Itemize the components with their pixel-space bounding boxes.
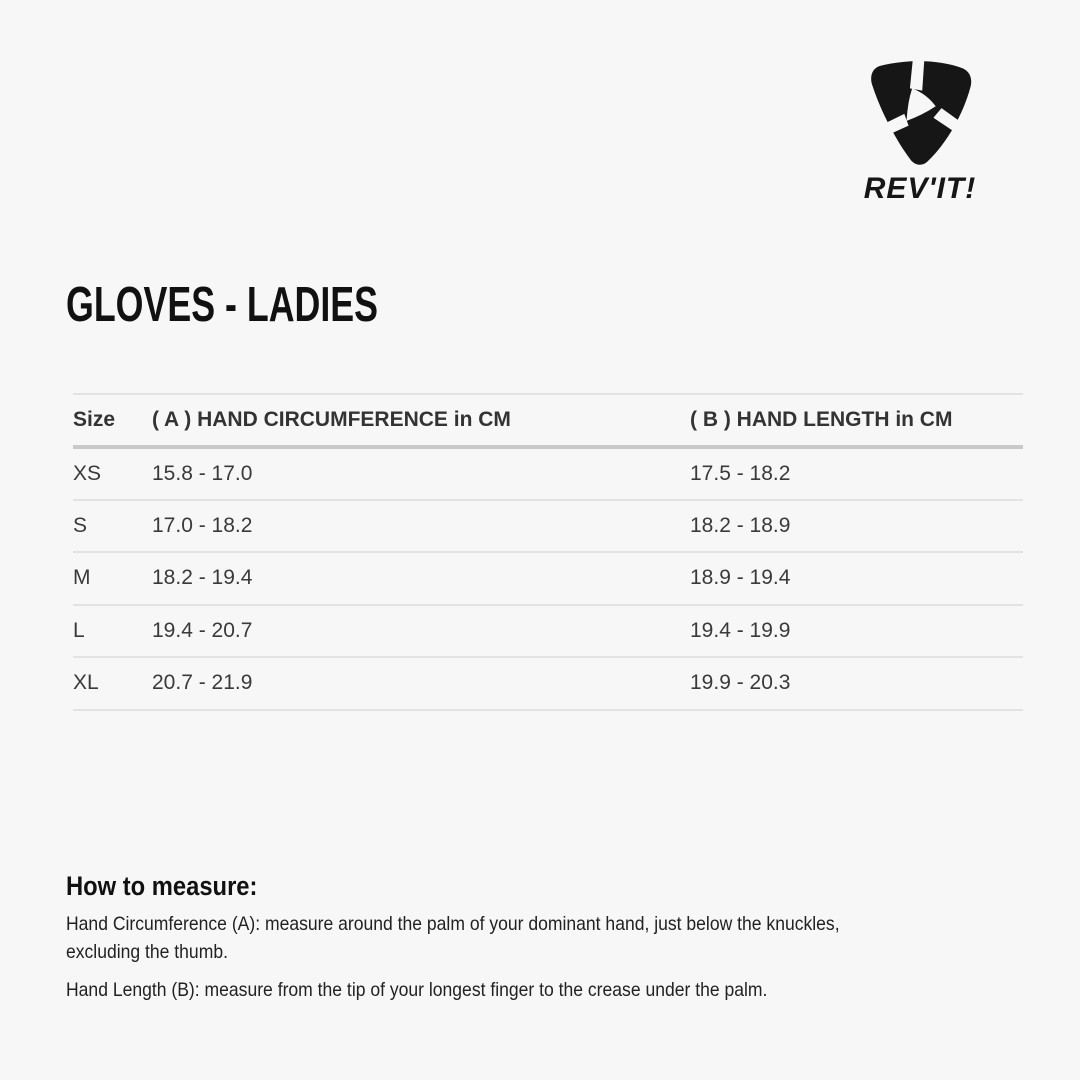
how-to-measure-heading: How to measure: — [66, 871, 258, 902]
table-row-l — [73, 605, 1023, 658]
header-size: Size — [73, 408, 116, 431]
cell-hand-length: 17.5 - 18.2 — [690, 461, 791, 485]
cell-size: L — [73, 618, 85, 642]
cell-hand-circumference: 17.0 - 18.2 — [152, 513, 253, 537]
cell-hand-circumference: 18.2 - 19.4 — [152, 566, 253, 590]
cell-hand-length: 19.4 - 19.9 — [690, 618, 791, 642]
cell-size: XS — [73, 461, 102, 485]
size-chart-header — [73, 394, 1023, 447]
cell-hand-length: 19.9 - 20.3 — [690, 671, 791, 695]
hand-circumference-note: Hand Circumference (A): measure around the palm of your dominant hand, just below the knuckles, excluding the thumb. — [66, 912, 840, 963]
page-title: GLOVES - LADIES — [66, 277, 379, 332]
cell-hand-circumference: 19.4 - 20.7 — [152, 618, 253, 642]
cell-hand-length: 18.9 - 19.4 — [690, 566, 791, 590]
cell-hand-circumference: 20.7 - 21.9 — [152, 671, 253, 695]
table-row-xs — [73, 447, 1023, 500]
header-hand-circumference: ( A ) HAND CIRCUMFERENCE in CM — [152, 408, 511, 431]
cell-size: M — [73, 566, 91, 590]
table-row-m — [73, 552, 1023, 605]
header-hand-length: ( B ) HAND LENGTH in CM — [690, 408, 953, 431]
size-chart-table — [73, 393, 1023, 711]
brand-logo — [846, 56, 994, 206]
header-row — [73, 394, 1023, 447]
cell-hand-length: 18.2 - 18.9 — [690, 513, 791, 537]
cell-hand-circumference: 15.8 - 17.0 — [152, 461, 253, 485]
table-row-s — [73, 500, 1023, 553]
hand-length-note: Hand Length (B): measure from the tip of your longest finger to the crease under the palm. — [66, 978, 768, 1001]
revit-shield-icon — [864, 56, 976, 170]
cell-size: XL — [73, 671, 99, 695]
size-chart-body — [73, 447, 1023, 710]
table-row-xl — [73, 657, 1023, 710]
brand-wordmark: REV'IT! — [863, 172, 977, 205]
cell-size: S — [73, 513, 88, 537]
